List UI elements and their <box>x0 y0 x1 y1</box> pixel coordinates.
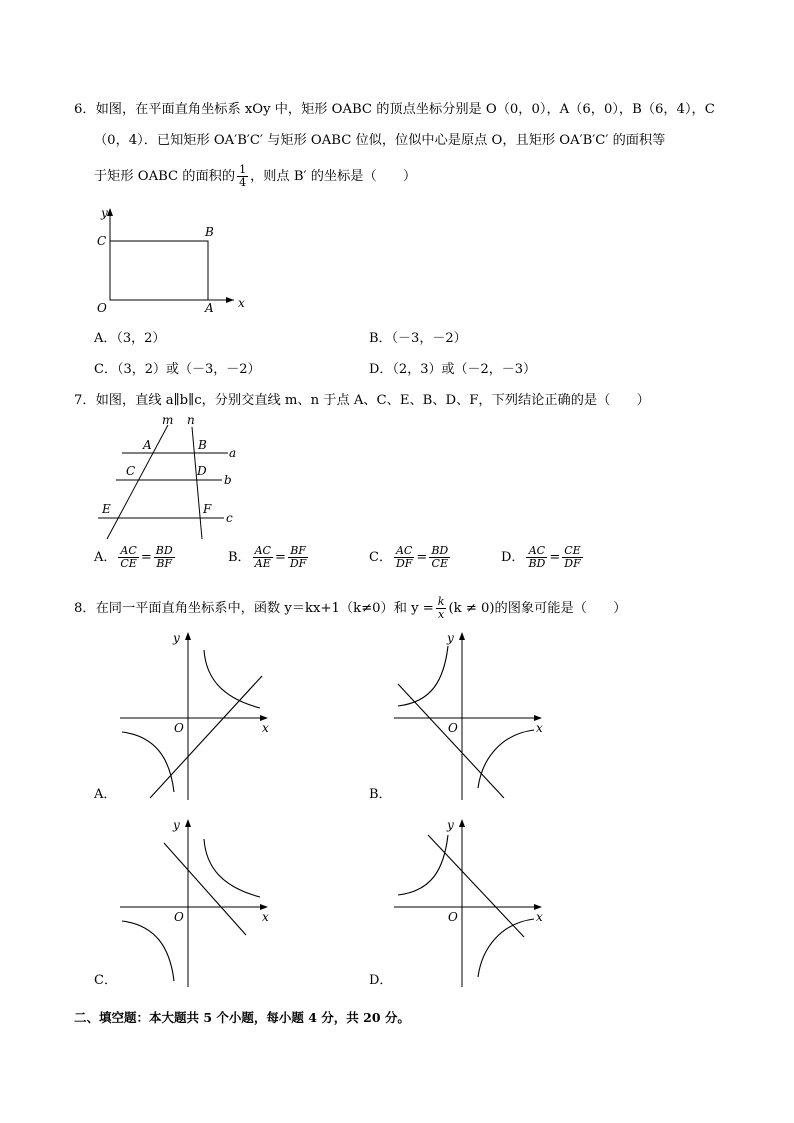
q8-stem-post: (k ≠ 0)的图象可能是（ ） <box>448 601 627 616</box>
q7-option-d-right-frac <box>562 545 582 570</box>
q6-label-o: O <box>97 301 107 315</box>
hyperbola-branch-q3 <box>122 732 174 792</box>
q7-label-e-point: E <box>102 502 111 516</box>
q8-graph-c <box>110 815 280 990</box>
q8-option-a[interactable]: A． <box>94 787 117 802</box>
q8-graph-d <box>384 815 554 990</box>
q7-line-m <box>107 425 168 539</box>
q6-label-a: A <box>205 301 214 315</box>
q8-graph-b <box>384 628 554 803</box>
q8-fraction <box>436 596 447 621</box>
equals-sign: = <box>274 550 286 565</box>
frac-den: DF <box>395 557 413 570</box>
frac-num: AC <box>526 545 547 558</box>
frac-den: BD <box>528 557 546 570</box>
frac-num: BF <box>288 545 308 558</box>
q8-option-d[interactable]: D． <box>369 973 393 988</box>
q7-option-c[interactable] <box>369 545 452 570</box>
q8-frac-num: k <box>437 595 445 608</box>
q6-option-c[interactable]: C．（3，2）或（－3，－2） <box>94 362 261 377</box>
q8-frac-den: x <box>438 608 445 621</box>
q8-option-c[interactable]: C． <box>94 973 117 988</box>
linear-function-line <box>428 835 524 937</box>
q7-stem: 7．如图，直线 a∥b∥c，分别交直线 m、n 于点 A、C、E、B、D、F，下列结论正确的是（ ） <box>74 393 650 408</box>
hyperbola-branch-q1 <box>204 839 260 897</box>
label-o: O <box>448 910 458 924</box>
frac-den: BF <box>156 557 173 570</box>
frac-num: BD <box>431 544 449 557</box>
equals-sign: = <box>416 550 428 565</box>
q6-rectangle-oabc <box>110 241 208 300</box>
q6-line3-post: ，则点 B′ 的坐标是（ ） <box>250 169 417 184</box>
frac-den: DF <box>564 557 581 570</box>
q6-y-arrow <box>107 208 113 216</box>
q7-option-c-right-frac <box>429 545 450 570</box>
label-y: y <box>173 818 180 832</box>
q8-stem <box>74 596 626 621</box>
q7-option-c-label: C． <box>369 550 392 565</box>
hyperbola-branch-q4 <box>478 919 534 977</box>
q6-option-b[interactable]: B．（－3，－2） <box>369 331 467 346</box>
y-arrow <box>185 632 191 640</box>
q6-frac-den: 4 <box>239 176 247 189</box>
y-arrow <box>185 819 191 827</box>
q7-parallel-lines-figure <box>92 413 242 545</box>
q7-option-d[interactable] <box>501 545 585 570</box>
q7-option-c-left-frac <box>394 545 414 570</box>
q6-line3 <box>94 164 416 189</box>
q7-option-a-left-frac <box>118 545 138 570</box>
q7-option-b-left-frac <box>253 545 273 570</box>
q7-label-m: m <box>162 413 174 427</box>
label-y: y <box>447 818 454 832</box>
hyperbola-branch-q1 <box>204 650 260 708</box>
frac-num: AC <box>118 545 138 558</box>
q7-option-d-label: D． <box>501 550 525 565</box>
q6-label-b: B <box>205 225 214 239</box>
label-y: y <box>173 631 180 645</box>
q7-label-c-point: C <box>126 464 136 478</box>
frac-den: DF <box>289 557 307 570</box>
q7-label-d-point: D <box>197 464 207 478</box>
q8-option-b[interactable]: B． <box>369 787 392 802</box>
label-x: x <box>262 910 269 924</box>
q8-graph-a <box>110 628 280 803</box>
label-o: O <box>174 910 184 924</box>
hyperbola-branch-q2 <box>398 646 448 706</box>
q7-option-b-label: B． <box>228 550 251 565</box>
q7-label-f-point: F <box>203 502 212 516</box>
q7-label-b-point: B <box>198 438 207 452</box>
q6-label-x: x <box>238 296 245 310</box>
q7-option-a-right-frac <box>154 545 175 570</box>
q6-line2: （0，4）．已知矩形 OA′B′C′ 与矩形 OABC 位似，位似中心是原点 O，且矩形 OA′B′C′ 的面积等 <box>94 133 666 148</box>
q6-frac-num: 1 <box>239 163 247 176</box>
hyperbola-branch-q3 <box>122 921 174 981</box>
q6-label-c: C <box>97 234 107 248</box>
q6-option-d[interactable]: D．（2，3）或（－2，－3） <box>369 362 537 377</box>
q7-option-a-label: A． <box>94 550 117 565</box>
q6-label-y: y <box>101 206 108 220</box>
frac-den: CE <box>120 557 137 570</box>
q7-label-line-a: a <box>229 446 237 460</box>
q6-rectangle-figure <box>88 200 248 318</box>
q7-label-line-c: c <box>226 511 233 525</box>
frac-den: CE <box>431 557 448 570</box>
section-2-heading: 二、填空题：本大题共 5 个小题，每小题 4 分，共 20 分。 <box>74 1010 410 1025</box>
label-y: y <box>447 631 454 645</box>
q7-option-d-left-frac <box>526 545 547 570</box>
equals-sign: = <box>549 550 561 565</box>
frac-num: CE <box>564 544 581 557</box>
y-arrow <box>459 819 465 827</box>
linear-function-line <box>150 676 262 798</box>
label-o: O <box>448 721 458 735</box>
label-x: x <box>536 721 543 735</box>
label-o: O <box>174 721 184 735</box>
q7-label-n: n <box>187 413 195 427</box>
frac-num: AC <box>394 545 414 558</box>
q6-line1: 6．如图，在平面直角坐标系 xOy 中，矩形 OABC 的顶点坐标分别是 O（0，0），A（6，0），B（6，4），C <box>74 102 715 117</box>
linear-function-line <box>398 684 504 798</box>
q7-label-line-b: b <box>224 473 232 487</box>
q6-fraction <box>237 164 248 189</box>
q6-x-arrow <box>226 297 234 303</box>
label-x: x <box>262 721 269 735</box>
hyperbola-branch-q2 <box>398 835 448 895</box>
q7-option-b-right-frac <box>288 545 308 570</box>
frac-num: AC <box>254 544 271 557</box>
q7-label-a-point: A <box>143 438 152 452</box>
q6-option-a[interactable]: A．（3，2） <box>94 331 166 346</box>
q7-option-a[interactable] <box>94 545 177 570</box>
y-arrow <box>459 632 465 640</box>
label-x: x <box>536 910 543 924</box>
q6-line3-pre: 于矩形 OABC 的面积的 <box>94 169 236 184</box>
q8-stem-pre: 8．在同一平面直角坐标系中，函数 y＝kx+1（k≠0）和 y = <box>74 601 434 616</box>
frac-den: AE <box>254 557 271 570</box>
frac-num: BD <box>155 544 173 557</box>
equals-sign: = <box>140 550 152 565</box>
q7-option-b[interactable] <box>228 545 310 570</box>
